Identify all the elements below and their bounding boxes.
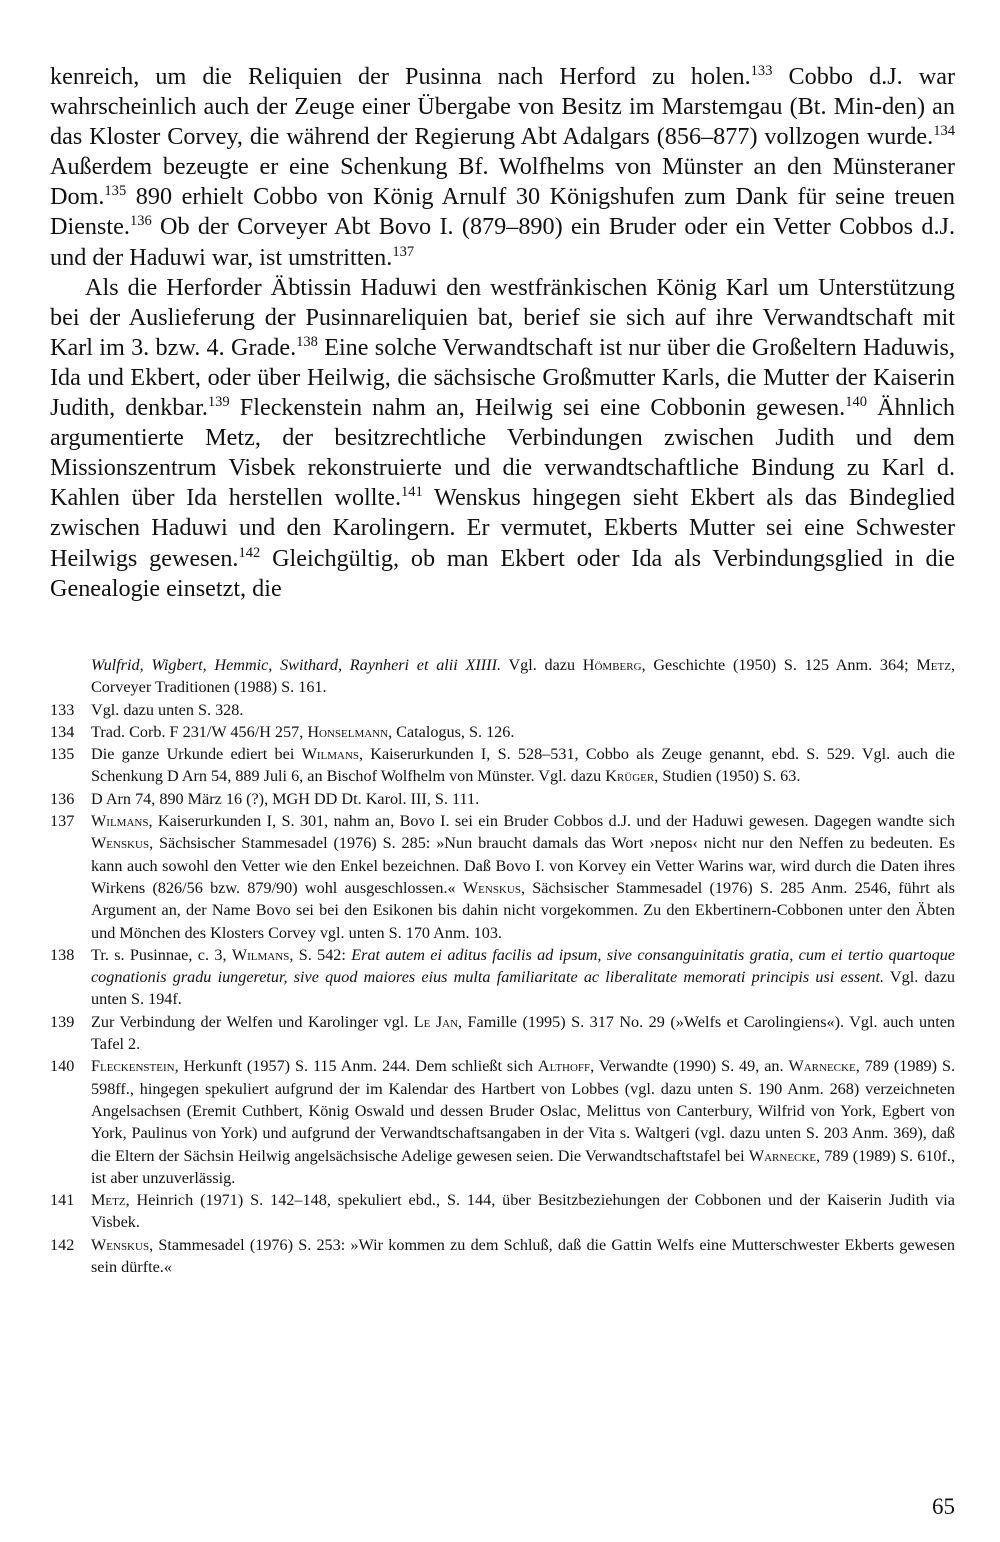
footnote-ref-140[interactable]: 140	[845, 393, 867, 410]
text-run: , Verwandte (1990) S. 49, an.	[590, 1057, 789, 1076]
text-run: , Catalogus, S. 126.	[388, 722, 515, 741]
footnote-continuation	[50, 654, 955, 699]
text-run: Ob der Corveyer Abt Bovo I. (879–890) ein Bruder oder ein Vetter Cobbos d.J. und der Haduwi war, ist umstritten.	[50, 213, 955, 271]
latin-quote: Wulfrid, Wigbert, Hemmic, Swithard, Raynheri et alii XIIII.	[91, 656, 502, 674]
footnote-ref-136[interactable]: 136	[129, 213, 152, 230]
author-name: Fleckenstein	[91, 1057, 175, 1076]
text-run: kenreich, um die Reliquien der Pusinna nach Herford zu holen.	[50, 63, 751, 90]
text-run: Vgl. dazu	[501, 656, 583, 674]
text-run: Gleichgültig, ob man Ekbert oder Ida als Verbindungsglied in die Genealogie einsetzt, die	[50, 544, 955, 602]
footnote-ref-138[interactable]: 138	[296, 333, 318, 350]
text-run: Außerdem bezeugte er eine Schenkung Bf. Wolfhelms von Münster an den Münsteraner Dom.	[50, 153, 955, 211]
footnote-number: 142	[50, 1235, 75, 1254]
footnote-number: 139	[50, 1012, 75, 1031]
text-run: Vgl. dazu unten S. 328.	[91, 700, 244, 719]
footnote-ref-142[interactable]: 142	[238, 544, 261, 561]
footnote-ref-134[interactable]: 134	[933, 123, 955, 140]
latin-quote: Erat autem ei aditus facilis ad ipsum, sive consanguinitatis gratia, cum ei tertio quartoque cognationis gradu iungeretur, sive quod maiores eius multa familiaritate ac liberalitate memorati principis usi essent.	[91, 945, 955, 987]
footnote-138	[50, 944, 955, 1011]
footnote-ref-141[interactable]: 141	[401, 484, 423, 501]
author-name: Wilmans	[91, 812, 149, 831]
author-name: Wenskus	[91, 1235, 150, 1254]
page-number: 65	[932, 1494, 955, 1519]
author-name: Warnecke	[788, 1057, 856, 1076]
text-run: Trad. Corb. F 231/W 456/H 257,	[91, 722, 308, 741]
footnote-number: 141	[50, 1191, 75, 1210]
text-run: Eine solche Verwandtschaft ist nur über die Großeltern Haduwis, Ida und Ekbert, oder über Heilwig, die sächsische Großmutter Karls, die Mutter der Kaiserin Judith, denkbar.	[50, 333, 956, 422]
author-name: Althoff	[537, 1057, 591, 1076]
footnote-134	[50, 721, 955, 743]
footnote-number: 140	[50, 1057, 75, 1076]
text-run: Die ganze Urkunde ediert bei	[91, 745, 302, 764]
text-run: , Stammesadel (1976) S. 253: »Wir kommen zu dem Schluß, daß die Gattin Welfs eine Mutterschwester Ekberts gewesen sein dürfte.«	[91, 1235, 955, 1277]
text-run: , Studien (1950) S. 63.	[654, 767, 801, 786]
author-name: Hömberg	[582, 656, 642, 674]
text-run: Cobbo d.J. war wahrscheinlich auch der Zeuge einer Übergabe von Besitz im Marstemgau (Bt. Min-den) an das Kloster Corvey, die während der Regierung Abt Adalgars (856–877) vollzogen wurde.	[50, 63, 955, 151]
footnote-139	[50, 1011, 955, 1056]
paragraph-1	[50, 62, 955, 273]
text-run: , Kaiserurkunden I, S. 528–531, Cobbo als Zeuge genannt, ebd. S. 529. Vgl. auch die Schenkung D Arn 54, 889 Juli 6, an Bischof Wolfhelm von Münster. Vgl. dazu	[91, 745, 955, 786]
text-run: , Heinrich (1971) S. 142–148, spekuliert ebd., S. 144, über Besitzbeziehungen der Cobbonen und der Kaiserin Judith via Visbek.	[91, 1191, 955, 1232]
text-run: , 789 (1989) S. 610f., ist aber unzuverlässig.	[91, 1146, 955, 1187]
author-name: Honselmann	[307, 722, 389, 741]
text-run: Zur Verbindung der Welfen und Karolinger vgl.	[91, 1012, 414, 1031]
footnote-133	[50, 699, 955, 721]
footnote-135	[50, 743, 955, 788]
text-run: , 789 (1989) S. 598ff., hingegen spekuliert aufgrund der im Kalendar des Hartbert von Lobbes (vgl. dazu unten S. 190 Anm. 268) verzeichneten Angelsachsen (Eremit Cuthbert, König Oswald und dessen Bruder Oslac, Melittus von Canterbury, Wilfrid von York, Egbert von York, Paulinus von York) und aufgrund der Verwandtschaftsangaben in der Vita s. Waltgeri (vgl. dazu unten S. 203 Anm. 369), daß die Eltern der Sächsin Heilwig angelsächsische Adelige gewesen seien. Die Verwandtschaftstafel bei	[91, 1057, 955, 1165]
footnote-number: 134	[50, 722, 75, 741]
author-name: Warnecke	[748, 1146, 817, 1165]
footnote-ref-139[interactable]: 139	[207, 393, 230, 410]
footnote-number: 133	[50, 700, 75, 719]
footnote-ref-137[interactable]: 137	[392, 243, 415, 260]
footnote-number: 136	[50, 789, 75, 808]
footnote-ref-133[interactable]: 133	[750, 62, 773, 79]
author-name: Metz	[916, 656, 951, 674]
author-name: Krüger	[605, 767, 655, 786]
text-run: Als die Herforder Äbtissin Haduwi den westfränkischen König Karl um Unterstützung bei der Auslieferung der Pusinnareliquien bat, berief sie sich auf ihre Verwandtschaft mit Karl im 3. bzw. 4. Grade.	[50, 273, 955, 361]
text-run: , S. 542:	[289, 945, 352, 964]
author-name: Wenskus	[91, 834, 150, 853]
footnote-140	[50, 1055, 955, 1189]
author-name: Wilmans	[231, 945, 290, 964]
text-run: Ähnlich argumentierte Metz, der besitzrechtliche Verbindungen zwischen Judith und dem Missionszentrum Visbek rekonstruierte und die verwandtschaftliche Bindung zu Karl d. Kahlen über Ida herstellen wollte.	[50, 394, 955, 512]
footnotes	[50, 654, 955, 1278]
text-run: , Herkunft (1957) S. 115 Anm. 244. Dem schließt sich	[174, 1057, 538, 1076]
footnote-137	[50, 810, 955, 944]
body-text	[50, 62, 955, 604]
footnote-ref-135[interactable]: 135	[104, 183, 127, 200]
text-run: , Geschichte (1950) S. 125 Anm. 364;	[641, 656, 917, 674]
author-name: Wilmans	[301, 745, 360, 764]
author-name: Wenskus	[462, 878, 521, 897]
text-run: , Kaiserurkunden I, S. 301, nahm an, Bovo I. sei ein Bruder Cobbos d.J. und der Haduwi gewesen. Dagegen wandte sich	[148, 812, 955, 831]
footnote-136	[50, 788, 955, 810]
footnote-142	[50, 1234, 955, 1279]
text-run: Wenskus hingegen sieht Ekbert als das Bindeglied zwischen Haduwi und den Karolingern. Er vermutet, Ekberts Mutter sei eine Schwester Heilwigs gewesen.	[50, 484, 956, 572]
text-run: , Famille (1995) S. 317 No. 29 (»Welfs et Carolingiens«). Vgl. auch unten Tafel 2.	[91, 1012, 955, 1054]
text-run: Vgl. dazu unten S. 194f.	[91, 968, 955, 1009]
text-run: Fleckenstein nahm an, Heilwig sei eine Cobbonin gewesen.	[229, 394, 846, 422]
footnote-number: 137	[50, 812, 75, 831]
text-run: 890 erhielt Cobbo von König Arnulf 30 Königshufen zum Dank für seine treuen Dienste.	[50, 183, 955, 241]
text-run: Tr. s. Pusinnae, c. 3,	[91, 945, 232, 964]
footnote-number: 138	[50, 945, 75, 964]
text-run: , Sächsischer Stammesadel (1976) S. 285: »Nun braucht damals das Wort ›nepos‹ nicht nur den Neffen zu bedeuten. Es kann auch sowohl den Vetter wie den Enkel bezeichnen. Daß Bovo I. von Korvey ein Vetter Warins war, wird durch die Daten ihres Wirkens (826/56 bzw. 879/90) wohl ausgeschlossen.«	[91, 834, 955, 897]
author-name: Metz	[91, 1191, 126, 1210]
text-run: D Arn 74, 890 März 16 (?), MGH DD Dt. Karol. III, S. 111.	[91, 789, 480, 808]
paragraph-2	[50, 273, 955, 604]
footnote-141	[50, 1189, 955, 1234]
footnote-number: 135	[50, 745, 75, 764]
author-name: Le Jan	[413, 1012, 459, 1031]
text-run: , Corveyer Traditionen (1988) S. 161.	[91, 656, 956, 697]
text-run: , Sächsischer Stammesadel (1976) S. 285 Anm. 2546, führt als Argument an, der Name Bovo sei bei den Esikonen bis dahin nicht vorgekommen. Zu den Ekbertinern-Cobbonen unter den Äbten und Mönchen des Klosters Corvey vgl. unten S. 170 Anm. 103.	[91, 878, 955, 942]
